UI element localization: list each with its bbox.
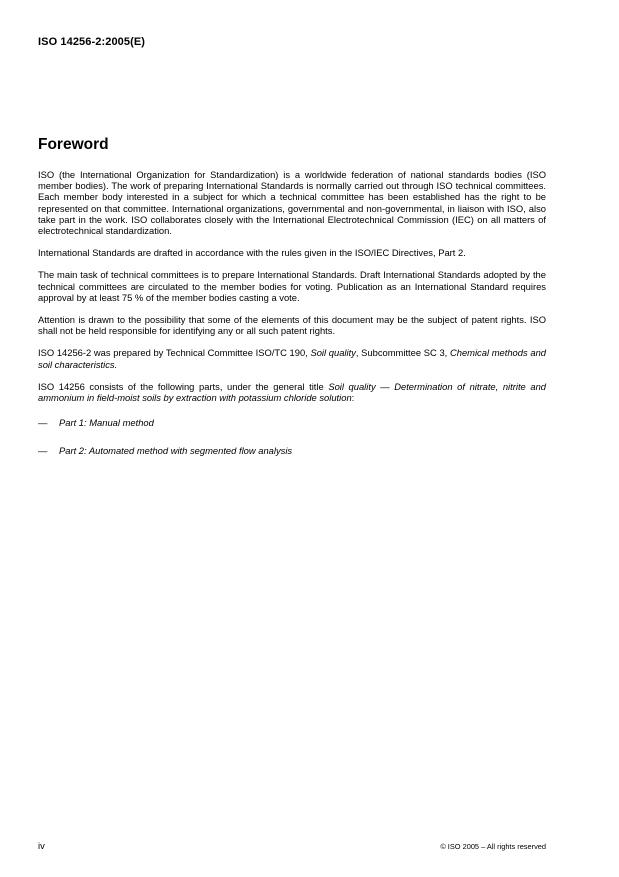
copyright-notice: © ISO 2005 – All rights reserved [440,842,546,851]
foreword-body [38,169,546,474]
p6-suffix: : [351,392,355,404]
foreword-heading: Foreword [38,136,109,153]
general-title: Soil quality — Determination of nitrate, nitrite and ammonium in field-moist soils by extraction with potassium chloride solution [38,380,547,404]
document-id-header: ISO 14256-2:2005(E) [38,36,146,48]
committee-title: Soil quality [310,347,356,359]
part-2-label: Part 2: Automated method with segmented flow analysis [59,445,293,457]
subcommittee-title: Chemical methods and soil characteristics [38,347,546,370]
foreword-paragraph-5 [38,347,546,369]
p5-suffix: . [114,358,118,370]
part-1-label: Part 1: Manual method [59,417,154,429]
p5-middle: , Subcommittee SC 3, [355,347,450,359]
foreword-paragraph-4: Attention is drawn to the possibility that some of the elements of this document may be the subject of patent rights. ISO shall not be held responsible for identifying any or all such patent rights. [38,314,546,337]
page-number: iv [38,840,45,851]
dash-bullet: — [38,417,48,429]
p6-prefix: ISO 14256 consists of the following parts, under the general title [38,380,329,392]
foreword-paragraph-3: The main task of technical committees is to prepare International Standards. Draft International Standards adopted by the technical committees are circulated to the member bodies for voting. Publication as an International Standard requires approval by at least 75 % of the member bodies casting a vote. [38,269,546,303]
dash-bullet: — [38,445,48,457]
p5-prefix: ISO 14256-2 was prepared by Technical Committee ISO/TC 190, [38,347,311,359]
parts-list-item [38,445,546,456]
foreword-paragraph-6 [38,381,546,403]
parts-list-item [38,417,546,428]
foreword-paragraph-2: International Standards are drafted in accordance with the rules given in the ISO/IEC Directives, Part 2. [38,247,466,259]
foreword-paragraph-1: ISO (the International Organization for Standardization) is a worldwide federation of national standards bodies (ISO member bodies). The work of preparing International Standards is normally carried out through ISO technical committees. Each member body interested in a subject for which a technical committee has been established has the right to be represented on that committee. International organizations, governmental and non-governmental, in liaison with ISO, also take part in the work. ISO collaborates closely with the International Electrotechnical Commission (IEC) on all matters of electrotechnical standardization. [38,169,546,237]
